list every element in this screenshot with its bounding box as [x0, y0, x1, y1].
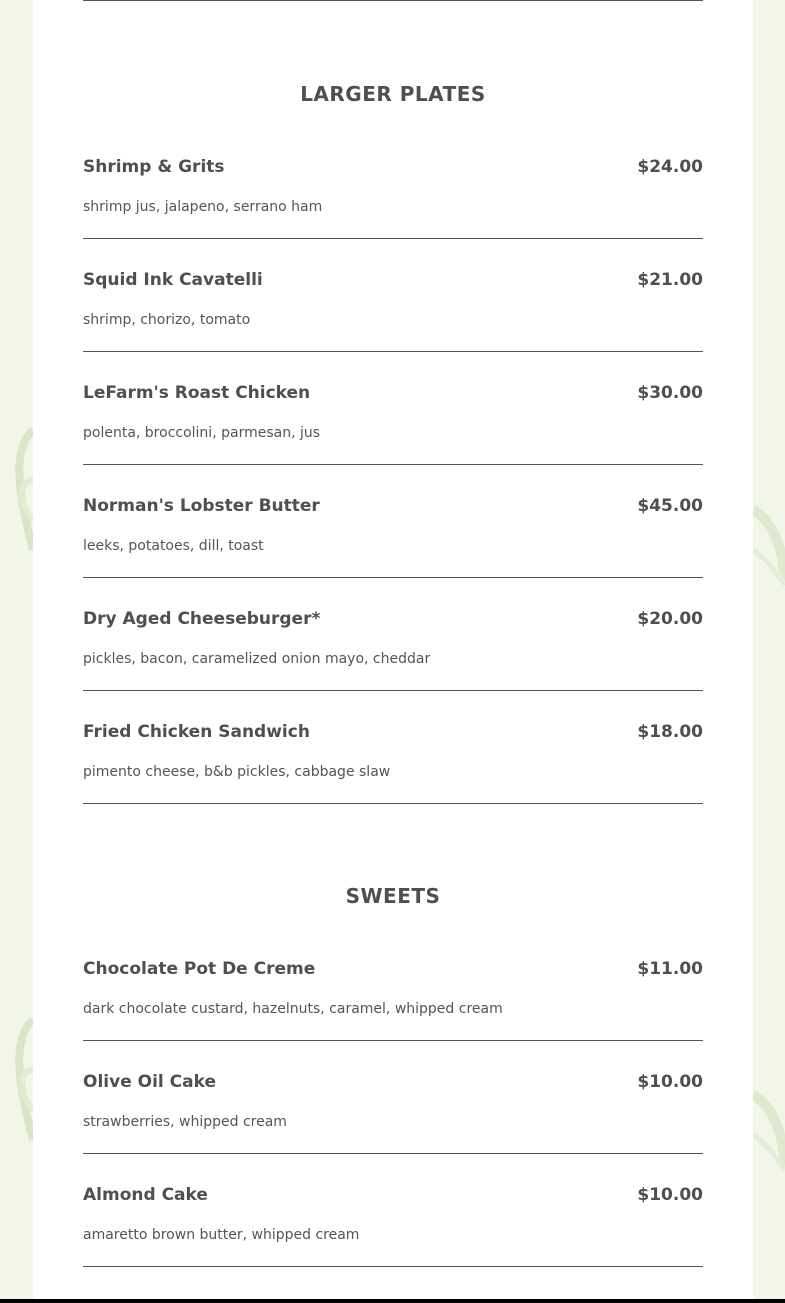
item-name: Squid Ink Cavatelli	[83, 270, 263, 290]
menu-item	[83, 269, 703, 382]
item-price: $20.00	[637, 609, 703, 629]
divider	[83, 803, 703, 804]
divider	[83, 464, 703, 465]
menu-item	[83, 382, 703, 495]
item-name: Dry Aged Cheeseburger*	[83, 609, 321, 629]
item-price: $30.00	[637, 383, 703, 403]
item-price: $45.00	[637, 496, 703, 516]
item-description: strawberries, whipped cream	[83, 1114, 287, 1130]
divider	[83, 1153, 703, 1154]
menu-item	[83, 156, 703, 269]
item-price: $11.00	[637, 959, 703, 979]
item-name: LeFarm's Roast Chicken	[83, 383, 311, 403]
item-description: shrimp, chorizo, tomato	[83, 312, 251, 328]
divider	[83, 577, 703, 578]
divider	[83, 1266, 703, 1267]
item-price: $21.00	[637, 270, 703, 290]
item-price: $10.00	[637, 1072, 703, 1092]
item-description: leeks, potatoes, dill, toast	[83, 538, 264, 554]
menu-item	[83, 608, 703, 721]
item-description: polenta, broccolini, parmesan, jus	[83, 425, 321, 441]
leaf-illustration-icon	[753, 1075, 785, 1185]
item-description: dark chocolate custard, hazelnuts, caramel, whipped cream	[83, 1001, 503, 1017]
section-title: LARGER PLATES	[300, 82, 486, 106]
divider	[83, 351, 703, 352]
item-price: $18.00	[637, 722, 703, 742]
item-name: Norman's Lobster Butter	[83, 496, 320, 516]
item-name: Fried Chicken Sandwich	[83, 722, 310, 742]
item-name: Almond Cake	[83, 1185, 208, 1205]
menu-item	[83, 1071, 703, 1184]
section-title: SWEETS	[345, 884, 441, 908]
item-name: Shrimp & Grits	[83, 157, 225, 177]
item-price: $10.00	[637, 1185, 703, 1205]
bottom-edge	[0, 1299, 785, 1303]
divider	[83, 690, 703, 691]
divider	[83, 0, 703, 1]
leaf-illustration-icon	[753, 490, 785, 600]
item-description: shrimp jus, jalapeno, serrano ham	[83, 199, 323, 215]
item-name: Chocolate Pot De Creme	[83, 959, 316, 979]
divider	[83, 238, 703, 239]
divider	[83, 1040, 703, 1041]
menu-panel	[33, 0, 753, 1299]
item-description: pickles, bacon, caramelized onion mayo, cheddar	[83, 651, 431, 667]
menu-item	[83, 1184, 703, 1297]
item-description: amaretto brown butter, whipped cream	[83, 1227, 360, 1243]
menu-item	[83, 495, 703, 608]
menu-item	[83, 958, 703, 1071]
menu-item	[83, 721, 703, 834]
item-description: pimento cheese, b&b pickles, cabbage slaw	[83, 764, 391, 780]
item-name: Olive Oil Cake	[83, 1072, 216, 1092]
item-price: $24.00	[637, 157, 703, 177]
